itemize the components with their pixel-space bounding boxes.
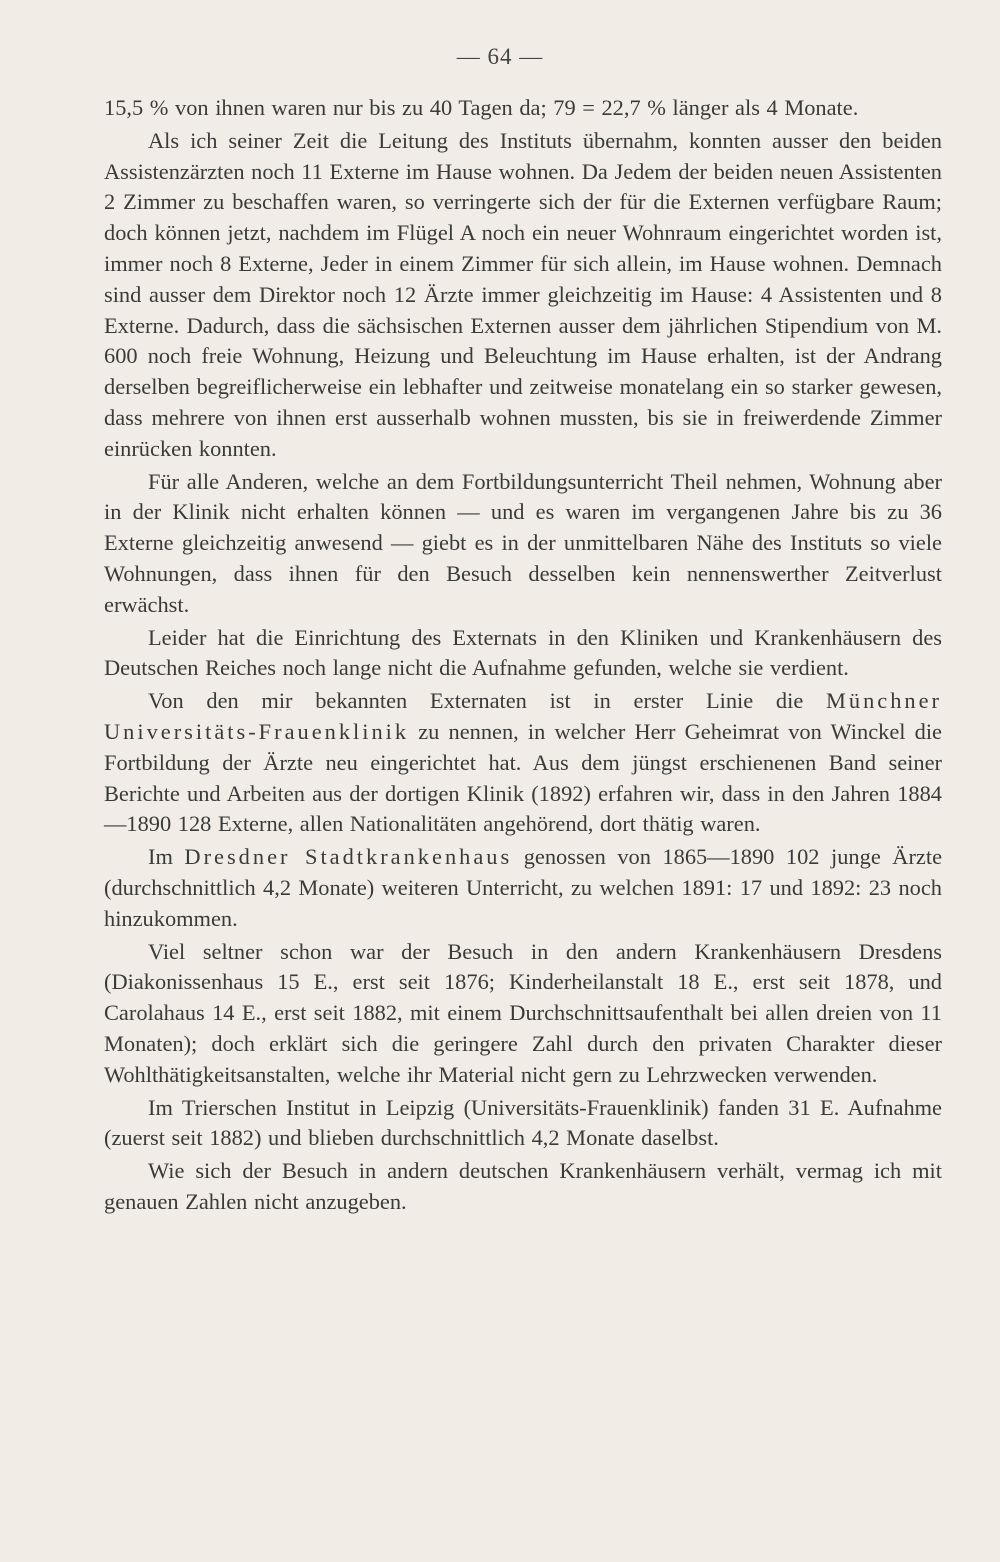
paragraph: Für alle Anderen, welche an dem Fortbildungsunterricht Theil nehmen, Wohnung aber in der Klinik nicht erhalten können — und es waren im vergangenen Jahre bis zu 36 Externe gleichzeitig anwesend — giebt es in der unmittelbaren Nähe des Instituts so viele Wohnungen, dass ihnen für den Besuch desselben kein nennenswerther Zeitverlust erwächst. — [104, 468, 942, 617]
paragraph-text: Im — [148, 844, 185, 870]
emphasized-institution: Münchner Universitäts-Frauenklinik — [104, 688, 942, 744]
paragraph: Als ich seiner Zeit die Leitung des Instituts übernahm, konnten ausser den beiden Assistenzärzten noch 11 Externe im Hause wohnen. Da Jedem der beiden neuen Assistenten 2 Zimmer zu beschaffen waren, so verringerte sich der für die Externen verfügbare Raum; doch können jetzt, nachdem im Flügel A noch ein neuer Wohnraum eingerichtet worden ist, immer noch 8 Externe, Jeder in einem Zimmer für sich allein, im Hause wohnen. Demnach sind ausser dem Direktor noch 12 Ärzte immer gleichzeitig im Hause: 4 Assistenten und 8 Externe. Dadurch, dass die sächsischen Externen ausser dem jährlichen Stipendium von M. 600 noch freie Wohnung, Heizung und Beleuchtung im Hause erhalten, ist der Andrang derselben begreiflicherweise ein lebhafter und zeitweise monatelang ein so starker gewesen, dass mehrere von ihnen erst ausserhalb wohnen mussten, bis sie in freiwerdende Zimmer einrücken konnten. — [104, 127, 942, 461]
paragraph — [104, 686, 942, 840]
paragraph: Im Trierschen Institut in Leipzig (Universitäts-Frauenklinik) fanden 31 E. Aufnahme (zuerst seit 1882) und blieben durchschnittlich 4,2 Monate daselbst. — [104, 1094, 942, 1151]
paragraph: Wie sich der Besuch in andern deutschen Krankenhäusern verhält, vermag ich mit genauen Zahlen nicht anzugeben. — [104, 1158, 942, 1214]
paragraph-text: genossen von 1865—1890 102 junge Ärzte (durchschnittlich 4,2 Monate) weiteren Unterricht, zu welchen 1891: 17 und 1892: 23 noch hinzukommen. — [104, 844, 943, 931]
paragraph: Viel seltner schon war der Besuch in den andern Krankenhäusern Dresdens (Diakonissenhaus 15 E., erst seit 1876; Kinderheilanstalt 18 E., erst seit 1878, und Carolahaus 14 E., erst seit 1882, mit einem Durchschnittsaufenthalt bei allen dreien von 11 Monaten); doch erklärt sich die geringere Zahl durch den privaten Charakter dieser Wohlthätigkeitsanstalten, welche ihr Material nicht gern zu Lehrzwecken verwenden. — [104, 938, 942, 1087]
paragraph-text: Von den mir bekannten Externaten ist in erster Linie die — [148, 688, 826, 714]
paragraph: 15,5 % von ihnen waren nur bis zu 40 Tagen da; 79 = 22,7 % länger als 4 Monate. — [104, 95, 859, 120]
body-text — [104, 93, 942, 1218]
paragraph: Leider hat die Einrichtung des Externats in den Kliniken und Krankenhäusern des Deutschen Reiches noch lange nicht die Aufnahme gefunden, welche sie verdient. — [104, 624, 942, 681]
page-number: — 64 — — [456, 44, 544, 69]
paragraph — [104, 842, 942, 934]
emphasized-institution: Dresdner Stadtkrankenhaus — [184, 844, 513, 870]
paragraph-text: zu nennen, in welcher Herr Geheimrat von Winckel die Fortbildung der Ärzte neu eingerichtet hat. Aus dem jüngst erschienenen Band seiner Berichte und Arbeiten aus der dortigen Klinik (1892) erfahren wir, dass in den Jahren 1884—1890 128 Externe, allen Nationalitäten angehörend, dort thätig waren. — [104, 718, 942, 837]
